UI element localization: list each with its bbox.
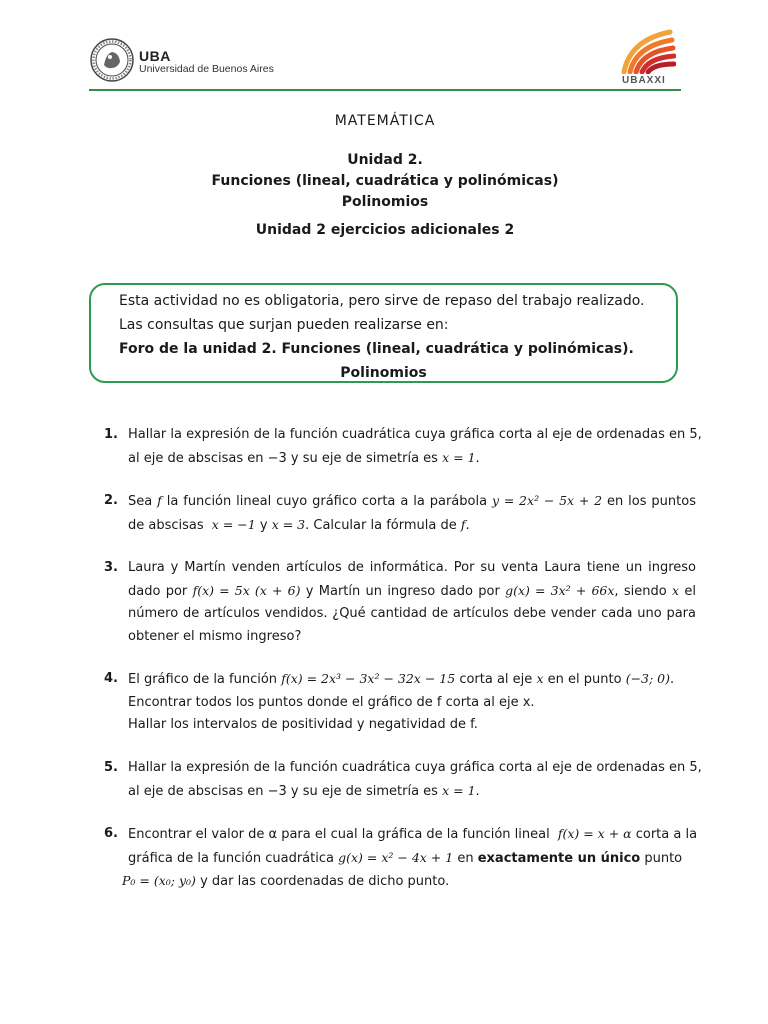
exercise-text: obtener el mismo ingreso? (128, 628, 302, 644)
exercise-text: al eje de abscisas en −3 y su eje de simetría es (128, 450, 438, 466)
exercise-text: número de artículos vendidos. ¿Qué cantidad de artículos debe vender cada uno para (128, 606, 696, 621)
math-expression: x (536, 671, 544, 686)
math-expression: f(x) = x + α (557, 826, 632, 841)
unit-heading (89, 150, 681, 213)
notice-line-1: Esta actividad no es obligatoria, pero sirve de repaso del trabajo realizado. (119, 293, 645, 309)
exercise-text: y Martín un ingreso dado por (305, 583, 500, 599)
unit-topic-2: Polinomios (341, 194, 429, 210)
unit-number: Unidad 2. (347, 152, 423, 168)
exercise-text: Hallar la expresión de la función cuadrática cuya gráfica corta al eje de ordenadas en 5, (128, 760, 702, 775)
exercise-text: en los puntos (607, 494, 696, 509)
ubaxxi-logo (620, 28, 676, 74)
exercise-text: . Calcular la fórmula de (305, 517, 457, 533)
notice-line-2: Las consultas que surjan pueden realizarse en: (119, 317, 449, 333)
exercise-text: Encontrar el valor de α para el cual la gráfica de la función lineal (128, 827, 550, 842)
exercise-text: Laura y Martín venden artículos de informática. Por su venta Laura tiene un ingreso (128, 560, 696, 575)
exercise-number: 5. (104, 760, 118, 775)
exercise-text: corta al eje (459, 672, 533, 687)
exercise-text: el (684, 583, 696, 599)
uba-subtitle: Universidad de Buenos Aires (139, 63, 274, 75)
exercise-text: de abscisas (128, 517, 204, 533)
exercise-number: 2. (104, 493, 118, 508)
exercise-text: , siendo (614, 583, 667, 599)
exercise-text: Hallar la expresión de la función cuadrática cuya gráfica corta al eje de ordenadas en 5, (128, 427, 702, 442)
exercise-text: al eje de abscisas en −3 y su eje de simetría es (128, 783, 438, 799)
uba-seal-logo (90, 38, 134, 82)
math-expression: x = 1 (442, 782, 476, 798)
math-expression: f(x) = 2x³ − 3x² − 32x − 15 (281, 671, 456, 686)
exercise-text: El gráfico de la función (128, 672, 278, 687)
math-expression: x = 3 (271, 516, 306, 532)
exercise-text: dado por (128, 583, 188, 599)
math-expression: g(x) = x² − 4x + 1 (338, 849, 454, 865)
exercise-number: 1. (104, 427, 118, 442)
math-expression: f(x) = 5x (x + 6) (192, 582, 301, 598)
math-expression: x = 1 (442, 449, 476, 465)
exercise-text: . (465, 517, 470, 533)
math-expression: g(x) = 3x² + 66x (505, 582, 615, 598)
page-header (0, 0, 768, 100)
exercise-number: 4. (104, 671, 118, 686)
exercise-text: corta a la (635, 827, 698, 842)
exercise-text: en (457, 850, 474, 866)
exercise-set-title: Unidad 2 ejercicios adicionales 2 (255, 222, 515, 238)
math-expression: (−3; 0) (625, 671, 671, 686)
subject-title: MATEMÁTICA (334, 113, 436, 129)
uba-title: UBA (139, 48, 171, 64)
exercise-text: y (259, 517, 268, 533)
exercise-text: y dar las coordenadas de dicho punto. (200, 874, 450, 889)
ubaxxi-label: UBAXXI (622, 75, 666, 86)
exercise-text: . (670, 672, 675, 687)
notice-forum-link: Foro de la unidad 2. Funciones (lineal, cuadrática y polinómicas). (119, 341, 634, 357)
exercise-text: Sea (128, 494, 153, 509)
exercise-text: punto (644, 850, 683, 866)
exercise-text: la función lineal cuyo gráfico corta a la parábola (166, 494, 488, 509)
header-divider (89, 89, 681, 91)
exercise-text: en el punto (547, 672, 622, 687)
emphasis-text: exactamente un único (477, 850, 641, 866)
exercise-text: Encontrar todos los puntos donde el gráfico de f corta al eje x. (128, 694, 535, 710)
exercise-number: 3. (104, 560, 118, 575)
notice-box (89, 283, 678, 383)
math-expression: x (672, 582, 680, 598)
math-expression: P₀ = (x₀; y₀) (122, 873, 196, 888)
exercise-text: Hallar los intervalos de positividad y negatividad de f. (128, 717, 478, 732)
math-expression: y = 2x² − 5x + 2 (491, 493, 603, 508)
math-expression: x = −1 (211, 516, 256, 532)
notice-line-4: Polinomios (340, 365, 427, 381)
exercise-number: 6. (104, 826, 118, 841)
exercise-text: . (475, 450, 480, 466)
unit-topic: Funciones (lineal, cuadrática y polinómicas) (211, 173, 559, 189)
math-expression: f (157, 493, 162, 508)
math-expression: f (460, 516, 466, 532)
exercise-text: gráfica de la función cuadrática (128, 850, 334, 866)
exercise-text: . (475, 783, 480, 799)
